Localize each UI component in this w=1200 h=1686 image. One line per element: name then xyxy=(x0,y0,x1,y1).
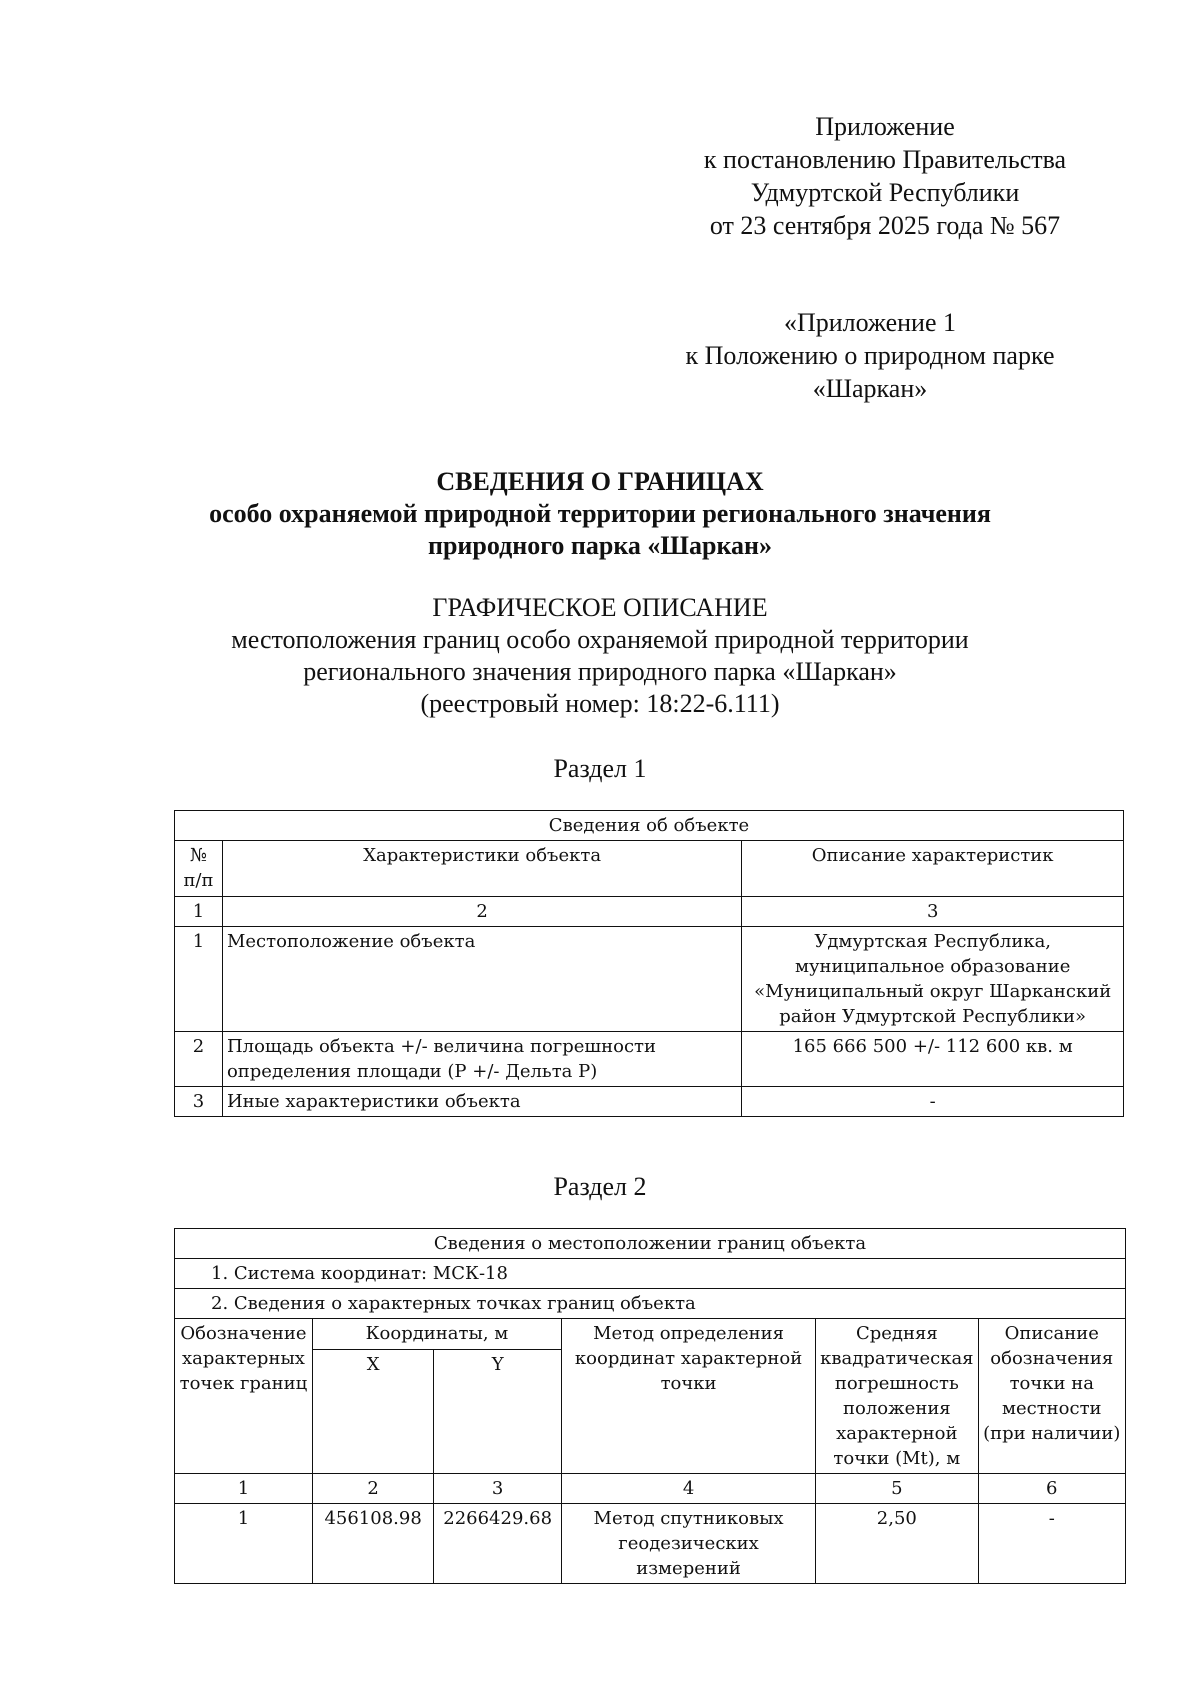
header-designation: Обозначение характерных точек границ xyxy=(175,1319,313,1474)
table2-caption: Сведения о местоположении границ объекта xyxy=(175,1229,1126,1259)
object-info-table xyxy=(174,810,1124,1117)
header-x: X xyxy=(312,1350,433,1474)
heading-line-2: особо охраняемой природной территории регионального значения xyxy=(209,499,991,528)
table1-colnum: 1 xyxy=(175,897,223,927)
table-row xyxy=(175,1504,1126,1584)
graphic-line-4: (реестровый номер: 18:22-6.111) xyxy=(420,689,780,718)
table2-colnum: 1 xyxy=(175,1474,313,1504)
document-heading xyxy=(0,466,1200,562)
graphic-line-3: регионального значения природного парка «Шаркан» xyxy=(303,657,897,686)
header-y: Y xyxy=(434,1350,562,1474)
row-number: 2 xyxy=(175,1032,223,1087)
table2-colnum: 6 xyxy=(978,1474,1125,1504)
graphic-line-2: местоположения границ особо охраняемой природной территории xyxy=(231,625,969,654)
point-description: - xyxy=(978,1504,1125,1584)
row-name: Площадь объекта +/- величина погрешности определения площади (Р +/- Дельта Р) xyxy=(222,1032,741,1087)
table1-colnum: 3 xyxy=(742,897,1124,927)
points-caption-line: 2. Сведения о характерных точках границ объекта xyxy=(175,1289,1126,1319)
row-description: 165 666 500 +/- 112 600 кв. м xyxy=(742,1032,1124,1087)
header-coords: Координаты, м xyxy=(312,1319,561,1350)
appendix-sub-line-3: «Шаркан» xyxy=(812,374,928,403)
appendix-sub-line-1: «Приложение 1 xyxy=(783,308,957,337)
row-name: Местоположение объекта xyxy=(222,927,741,1032)
row-description: - xyxy=(742,1087,1124,1117)
row-number: 3 xyxy=(175,1087,223,1117)
heading-line-3: природного парка «Шаркан» xyxy=(427,531,773,560)
appendix-line-2: к постановлению Правительства xyxy=(703,145,1067,174)
header-method: Метод определения координат характерной точки xyxy=(561,1319,815,1474)
point-designation: 1 xyxy=(175,1504,313,1584)
appendix-line-3: Удмуртской Республики xyxy=(750,178,1020,207)
point-method: Метод спутниковых геодезических измерений xyxy=(561,1504,815,1584)
graphic-description xyxy=(0,592,1200,720)
graphic-line-1: ГРАФИЧЕСКОЕ ОПИСАНИЕ xyxy=(432,593,768,622)
appendix-header xyxy=(660,110,1110,242)
appendix-sub-line-2: к Положению о природном парке xyxy=(685,341,1055,370)
table-row xyxy=(175,1087,1124,1117)
appendix-sub-header xyxy=(660,306,1080,405)
table1-colnum: 2 xyxy=(222,897,741,927)
point-error: 2,50 xyxy=(816,1504,978,1584)
table-row xyxy=(175,927,1124,1032)
table1-caption: Сведения об объекте xyxy=(175,811,1124,841)
table2-colnum: 5 xyxy=(816,1474,978,1504)
boundary-points-table xyxy=(174,1228,1126,1584)
table1-header-characteristics: Характеристики объекта xyxy=(222,841,741,897)
header-error: Средняя квадратическая погрешность положения характерной точки (Mt), м xyxy=(816,1319,978,1474)
row-description: Удмуртская Республика, муниципальное образование «Муниципальный округ Шарканский район Удмуртской Республики» xyxy=(742,927,1124,1032)
coord-system-line: 1. Система координат: МСК-18 xyxy=(175,1259,1126,1289)
section-1-title: Раздел 1 xyxy=(553,754,647,783)
table-row xyxy=(175,1032,1124,1087)
section-2-title: Раздел 2 xyxy=(553,1172,647,1201)
table1-header-num: № п/п xyxy=(175,841,223,897)
table1-header-description: Описание характеристик xyxy=(742,841,1124,897)
appendix-line-1: Приложение xyxy=(815,112,955,141)
appendix-line-4: от 23 сентября 2025 года № 567 xyxy=(709,211,1061,240)
heading-line-1: СВЕДЕНИЯ О ГРАНИЦАХ xyxy=(436,467,764,496)
table2-colnum: 4 xyxy=(561,1474,815,1504)
row-name: Иные характеристики объекта xyxy=(222,1087,741,1117)
row-number: 1 xyxy=(175,927,223,1032)
table2-colnum: 3 xyxy=(434,1474,562,1504)
header-description: Описание обозначения точки на местности (при наличии) xyxy=(978,1319,1125,1474)
table2-colnum: 2 xyxy=(312,1474,433,1504)
point-y: 2266429.68 xyxy=(434,1504,562,1584)
point-x: 456108.98 xyxy=(312,1504,433,1584)
